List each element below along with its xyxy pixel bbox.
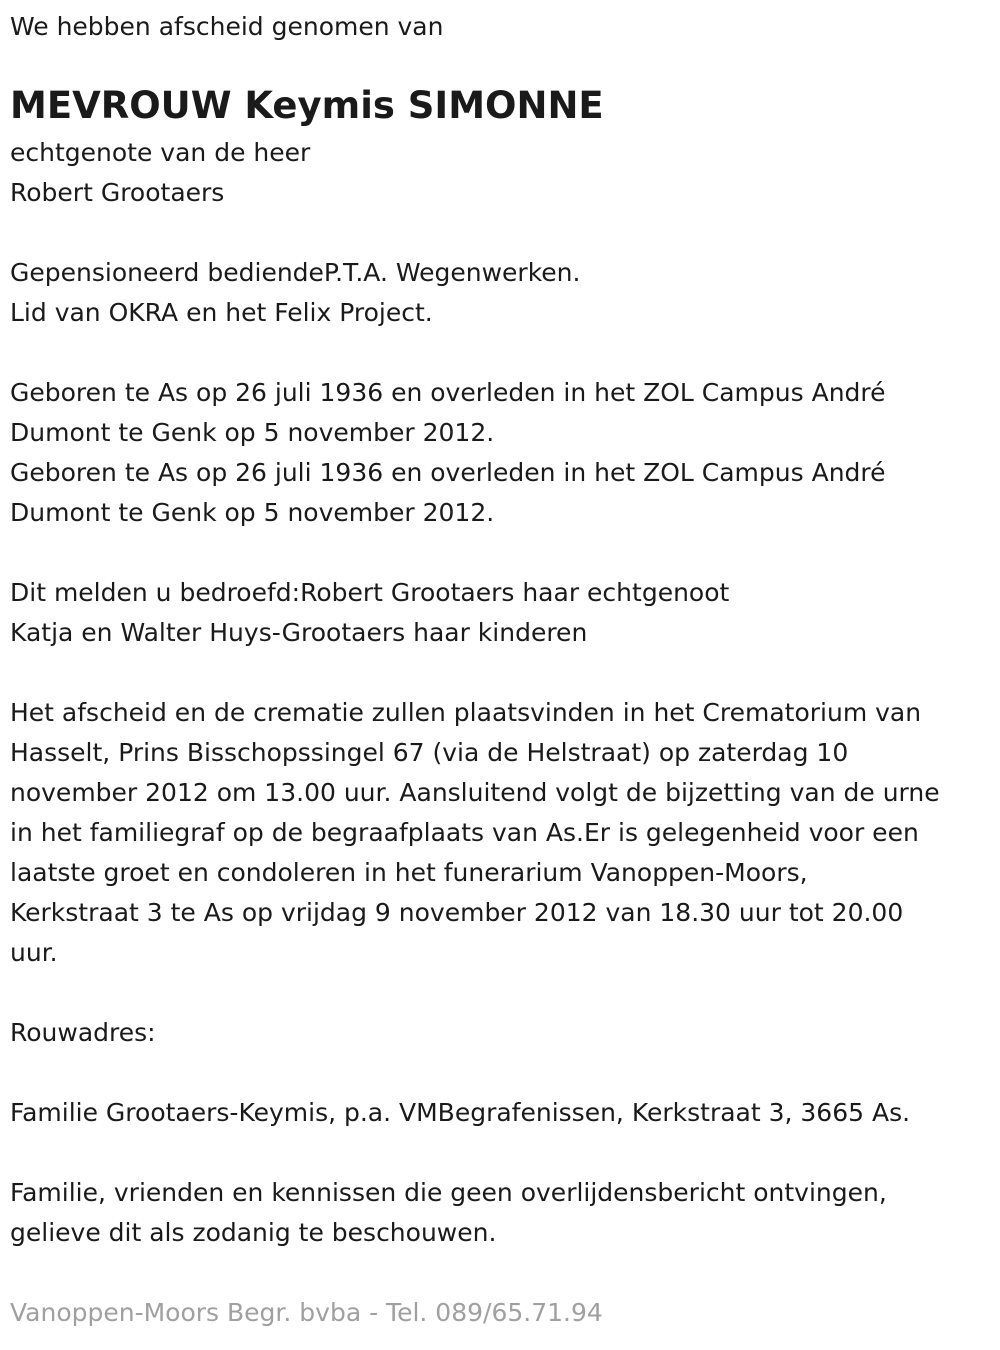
intro-text: We hebben afscheid genomen van	[10, 12, 444, 41]
notice-line: gelieve dit als zodanig te beschouwen.	[10, 1218, 497, 1247]
spouse-line: echtgenote van de heer	[10, 138, 311, 167]
address-label: Rouwadres:	[10, 1018, 156, 1047]
spouse-section	[10, 133, 990, 213]
funeral-home-footer: Vanoppen-Moors Begr. bvba - Tel. 089/65.71.94	[10, 1298, 603, 1327]
address-label-section	[10, 1013, 990, 1053]
ceremony-line: Kerkstraat 3 te As op vrijdag 9 november 2012 van 18.30 uur tot 20.00	[10, 898, 904, 927]
occupation-section	[10, 253, 990, 333]
deceased-name: MEVROUW Keymis SIMONNE	[10, 84, 604, 127]
spouse-line: Robert Grootaers	[10, 178, 225, 207]
notice-section	[10, 1173, 990, 1253]
notice-line: Familie, vrienden en kennissen die geen overlijdensbericht ontvingen,	[10, 1178, 887, 1207]
ceremony-line: in het familiegraf op de begraafplaats van As.Er is gelegenheid voor een	[10, 818, 919, 847]
family-line: Katja en Walter Huys-Grootaers haar kinderen	[10, 618, 588, 647]
birth-death-line: Geboren te As op 26 juli 1936 en overleden in het ZOL Campus André	[10, 458, 886, 487]
birth-death-line: Dumont te Genk op 5 november 2012.	[10, 418, 495, 447]
ceremony-line: Het afscheid en de crematie zullen plaatsvinden in het Crematorium van	[10, 698, 922, 727]
occupation-line: Gepensioneerd bediendeP.T.A. Wegenwerken.	[10, 258, 581, 287]
birth-death-line: Dumont te Genk op 5 november 2012.	[10, 498, 495, 527]
ceremony-line: uur.	[10, 938, 58, 967]
address-line: Familie Grootaers-Keymis, p.a. VMBegrafenissen, Kerkstraat 3, 3665 As.	[10, 1098, 911, 1127]
ceremony-section	[10, 693, 990, 973]
birth-death-section	[10, 373, 990, 533]
ceremony-line: laatste groet en condoleren in het funerarium Vanoppen-Moors,	[10, 858, 808, 887]
family-section	[10, 573, 990, 653]
occupation-line: Lid van OKRA en het Felix Project.	[10, 298, 433, 327]
birth-death-line: Geboren te As op 26 juli 1936 en overleden in het ZOL Campus André	[10, 378, 886, 407]
ceremony-line: Hasselt, Prins Bisschopssingel 67 (via de Helstraat) op zaterdag 10	[10, 738, 849, 767]
family-line: Dit melden u bedroefd:Robert Grootaers haar echtgenoot	[10, 578, 730, 607]
address-section	[10, 1093, 990, 1133]
ceremony-line: november 2012 om 13.00 uur. Aansluitend volgt de bijzetting van de urne	[10, 778, 940, 807]
